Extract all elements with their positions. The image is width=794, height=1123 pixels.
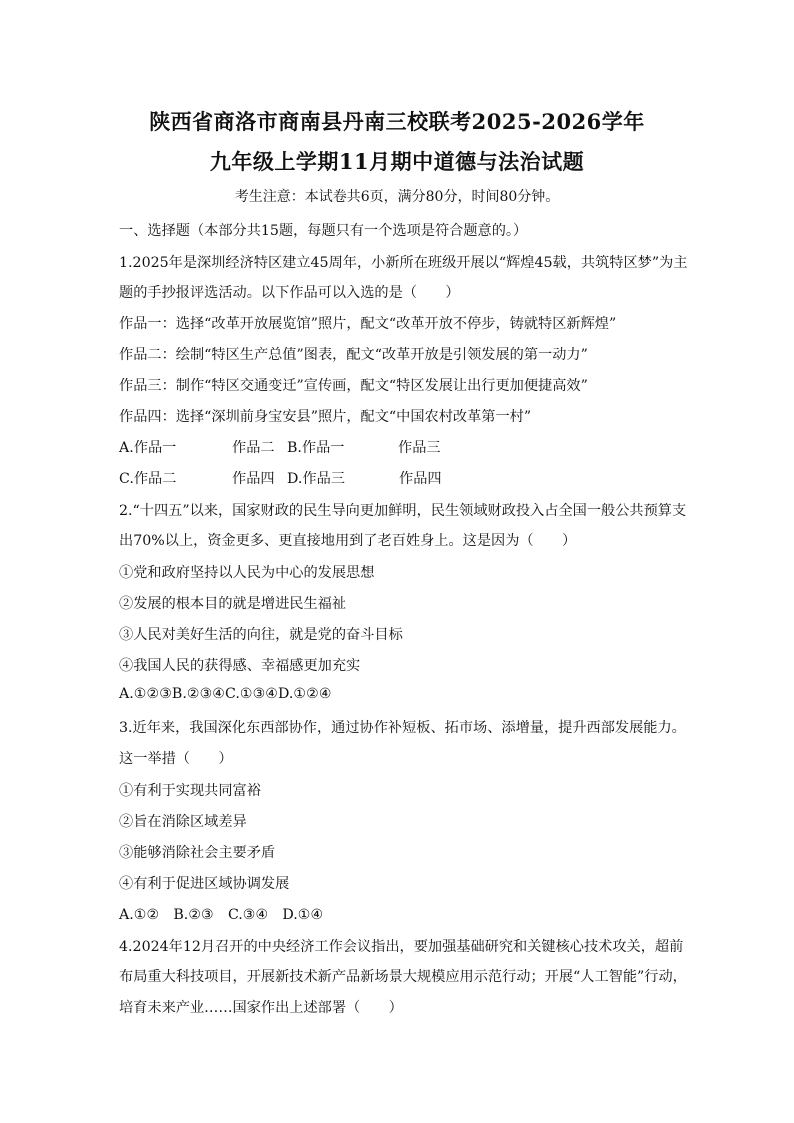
exam-title-line1: 陕西省商洛市商南县丹南三校联考2025-2026学年	[149, 109, 645, 134]
q1-work-4: 作品四：选择“深圳前身宝安县”照片，配文“中国农村改革第一村”	[119, 409, 532, 425]
q2-item-3: ③人民对美好生活的向往，就是党的奋斗目标	[119, 627, 403, 643]
q1-stem-line2: 题的手抄报评选活动。以下作品可以入选的是（ ）	[119, 285, 460, 301]
q1-work-2: 作品二：绘制“特区生产总值”图表，配文“改革开放是引领发展的第一动力”	[119, 347, 588, 363]
section-heading: 一、选择题（本部分共15题，每题只有一个选项是符合题意的。）	[119, 223, 528, 239]
q2-stem-line1: 2.“十四五”以来，国家财政的民生导向更加鲜明，民生领域财政投入占全国一般公共预算支	[119, 503, 687, 519]
q3-stem-line1: 3.近年来，我国深化东西部协作，通过协作补短板、拓市场、添增量，提升西部发展能力。	[119, 720, 686, 736]
q3-item-3: ③能够消除社会主要矛盾	[119, 845, 276, 861]
q1-option-c: C.作品二	[119, 471, 177, 487]
q1-option-c-second: 作品四	[232, 471, 275, 487]
q1-option-b-second: 作品三	[398, 440, 441, 456]
q4-stem-line3: 培育未来产业……国家作出上述部署（ ）	[119, 1000, 403, 1016]
q1-stem-line1: 1.2025年是深圳经济特区建立45周年，小新所在班级开展以“辉煌45载，共筑特区梦”为主	[119, 255, 688, 271]
q3-options: A.①② B.②③ C.③④ D.①④	[119, 907, 324, 923]
q2-item-2: ②发展的根本目的就是增进民生福祉	[119, 596, 347, 612]
q1-option-b: B.作品一	[287, 440, 345, 456]
q1-option-a-second: 作品二	[232, 440, 275, 456]
exam-notice: 考生注意：本试卷共6页，满分80分，时间80分钟。	[234, 189, 560, 205]
exam-title-line2: 九年级上学期11月期中道德与法治试题	[209, 149, 585, 174]
q3-stem-line2: 这一举措（ ）	[119, 751, 233, 767]
q2-stem-line2: 出70%以上，资金更多、更直接地用到了老百姓身上。这是因为（ ）	[119, 533, 577, 549]
q2-options: A.①②③B.②③④C.①③④D.①②④	[119, 686, 332, 702]
q1-option-a: A.作品一	[119, 440, 177, 456]
q4-stem-line2: 布局重大科技项目，开展新技术新产品新场景大规模应用示范行动；开展“人工智能”行动，	[119, 969, 687, 985]
q4-stem-line1: 4.2024年12月召开的中央经济工作会议指出，要加强基础研究和关键核心技术攻关，超前	[119, 939, 684, 955]
q1-option-d: D.作品三	[287, 471, 345, 487]
q1-work-1: 作品一：选择“改革开放展览馆”照片，配文“改革开放不停步，铸就特区新辉煌”	[119, 316, 617, 332]
q3-item-4: ④有利于促进区域协调发展	[119, 876, 290, 892]
q1-option-d-second: 作品四	[399, 471, 442, 487]
q2-item-4: ④我国人民的获得感、幸福感更加充实	[119, 658, 361, 674]
q3-item-1: ①有利于实现共同富裕	[119, 783, 261, 799]
q1-work-3: 作品三：制作“特区交通变迁”宣传画，配文“特区发展让出行更加便捷高效”	[119, 378, 588, 394]
q2-item-1: ①党和政府坚持以人民为中心的发展思想	[119, 565, 375, 581]
q3-item-2: ②旨在消除区域差异	[119, 814, 247, 830]
